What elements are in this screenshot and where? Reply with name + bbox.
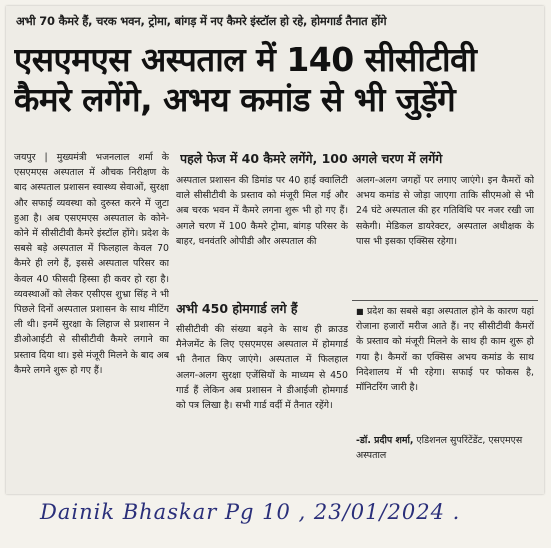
headline bbox=[14, 40, 539, 120]
quote-author-title: एडिशनल सुपरिंटेंडेंट, एसएमएस अस्पताल bbox=[356, 435, 523, 461]
headline-line-1: एसएमएस अस्पताल में 140 सीसीटीवी bbox=[14, 40, 477, 79]
article-column-2: अस्पताल प्रशासन की डिमांड पर 40 हाई क्वालिटी वाले सीसीटीवी के प्रस्ताव को मंजूरी मिल गई और अब चरक भवन में कैमरे लगना शुरू भी हो गए हैं। अगले चरण में 100 कैमरे ट्रोमा, बांगड़ परिसर के बाहर, धनवंतरि ओपीडी और अस्पताल की bbox=[176, 175, 348, 247]
handwritten-source-note: Dainik Bhaskar Pg 10 , 23/01/2024 . bbox=[40, 500, 461, 524]
subheading-homeguards: अभी 450 होमगार्ड लगे हैं bbox=[176, 301, 298, 316]
quote-author-name: -डॉ. प्रदीप शर्मा, bbox=[356, 435, 414, 446]
article-column-1: जयपुर | मुख्यमंत्री भजनलाल शर्मा के एसएमएस अस्पताल में औचक निरीक्षण के बाद अस्पताल प्रशासन स्वास्थ्य सेवाओं, सुरक्षा और सफाई व्यवस्था को दुरुस्त करने में जुटा हुआ है। अब एसएमएस अस्पताल के कोने-कोने में सीसीटीवी कैमरे इंस्टॉल होंगे। प्रदेश के सबसे बड़े अस्पताल में फिलहाल केवल 70 कैमरे ही लगे हैं, इससे अस्पताल परिसर का केवल 40 फीसदी हिस्सा ही कवर हो रहा है। व्यवस्थाओं को लेकर एसीएस शुभ्रा सिंह ने भी पिछले दिनों अस्पताल प्रशासन के साथ मीटिंग ली थी। इनमें सुरक्षा के लिहाज से प्रशासन ने डीओआईटी से सीसीटीवी कैमरे लगाने का प्रस्ताव दिया था। इसे मंजूरी मिलने के बाद अब कैमरे लगने शुरू हो गए हैं। bbox=[14, 152, 169, 376]
subheading-phase: पहले फेज में 40 कैमरे लगेंगे, 100 अगले चरण में लगेंगे bbox=[180, 151, 443, 166]
column-divider bbox=[352, 300, 538, 301]
quote-text: प्रदेश का सबसे बड़ा अस्पताल होने के कारण यहां रोजाना हजारों मरीज आते हैं। नए सीसीटीवी कैमरों के प्रस्ताव को मंजूरी मिलने के साथ ही काम शुरू हो गया है। कैमरों का एक्सिस अभय कमांड के साथ निदेशालय में भी रहेगा। सफाई पर फोकस है, मॉनिटरिंग जारी है। bbox=[356, 306, 534, 394]
quote-author bbox=[356, 433, 534, 463]
kicker-line: अभी 70 कैमरे हैं, चरक भवन, ट्रोमा, बांगड़ में नए कैमरे इंस्टॉल हो रहे, होमगार्ड तैनात होंगे bbox=[16, 14, 387, 28]
square-bullet-icon: ■ bbox=[356, 307, 364, 316]
headline-line-2: कैमरे लगेंगे, अभय कमांड से भी जुड़ेंगे bbox=[14, 80, 456, 119]
article-column-2b: सीसीटीवी की संख्या बढ़ने के साथ ही क्राउड मैनेजमेंट के लिए एसएमएस अस्पताल में होमगार्ड भी तैनात किए जाएंगे। अस्पताल में फिलहाल अलग-अलग सुरक्षा एजेंसियों के माध्यम से 450 गार्ड हैं लेकिन अब प्रशासन ने डीआईजी होमगार्ड को पत्र लिखा है। सभी गार्ड वर्दी में तैनात रहेंगे। bbox=[176, 324, 348, 412]
article-column-3: अलग-अलग जगहों पर लगाए जाएंगे। इन कैमरों को अभय कमांड से जोड़ा जाएगा ताकि सीएमओ से भी 24 घंटे अस्पताल की हर गतिविधि पर नजर रखी जा सकेगी। मेडिकल डायरेक्टर, अस्पताल अधीक्षक के पास भी इसका एक्सिस रहेगा। bbox=[356, 175, 534, 247]
quote-box bbox=[356, 304, 534, 432]
